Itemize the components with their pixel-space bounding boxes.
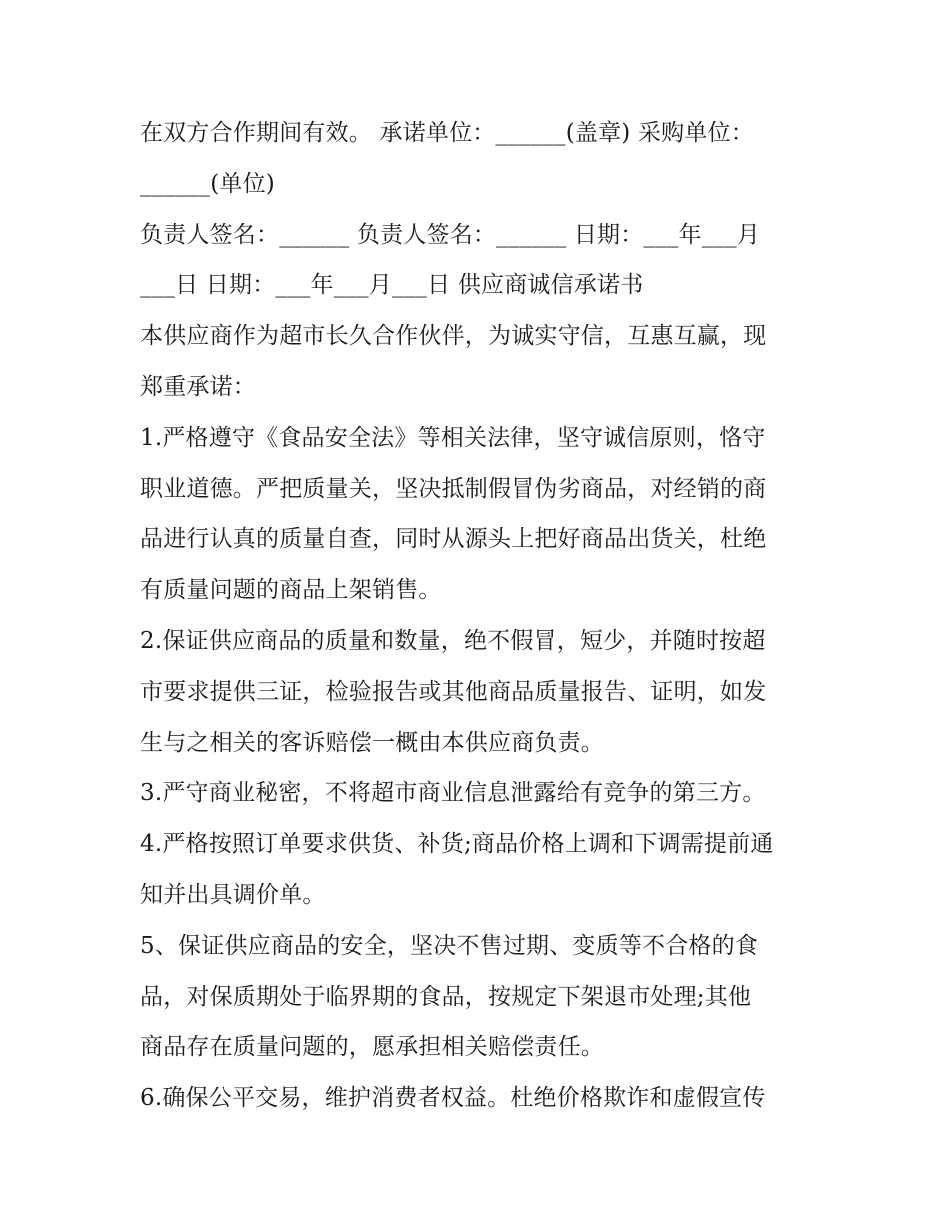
text-line: 1.严格遵守《食品安全法》等相关法律，坚守诚信原则，恪守	[140, 424, 766, 451]
text-line: 4.严格按照订单要求供货、补货;商品价格上调和下调需提前通	[140, 831, 774, 858]
text-line: 有质量问题的商品上架销售。	[140, 577, 442, 604]
text-line: 负责人签名：______ 负责人签名：______ 日期：___年___月	[140, 221, 761, 248]
document-body	[140, 108, 820, 1124]
text-line: 2.保证供应商品的质量和数量，绝不假冒，短少，并随时按超	[140, 627, 766, 654]
text-line: 品，对保质期处于临界期的食品，按规定下架退市处理;其他	[140, 983, 752, 1010]
text-line: 5、保证供应商品的安全，坚决不售过期、变质等不合格的食	[140, 932, 759, 959]
text-line: 生与之相关的客诉赔偿一概由本供应商负责。	[140, 729, 604, 756]
text-line: 3.严守商业秘密，不将超市商业信息泄露给有竞争的第三方。	[140, 780, 766, 807]
text-line: ______(单位)	[140, 170, 275, 197]
text-line: ___日 日期：___年___月___日 供应商诚信承诺书	[140, 272, 644, 299]
text-line: 品进行认真的质量自查，同时从源头上把好商品出货关，杜绝	[140, 526, 767, 553]
text-line: 在双方合作期间有效。 承诺单位：______(盖章) 采购单位：	[140, 120, 754, 146]
text-line: 知并出具调价单。	[140, 881, 326, 908]
text-line: 商品存在质量问题的，愿承担相关赔偿责任。	[140, 1034, 604, 1061]
text-line: 6.确保公平交易，维护消费者权益。杜绝价格欺诈和虚假宣传	[140, 1085, 766, 1112]
text-line: 市要求提供三证，检验报告或其他商品质量报告、证明，如发	[140, 678, 767, 705]
text-line: 本供应商作为超市长久合作伙伴，为诚实守信，互惠互赢，现	[140, 323, 767, 350]
text-line: 郑重承诺：	[140, 373, 256, 400]
text-line: 职业道德。严把质量关，坚决抵制假冒伪劣商品，对经销的商	[140, 475, 767, 502]
